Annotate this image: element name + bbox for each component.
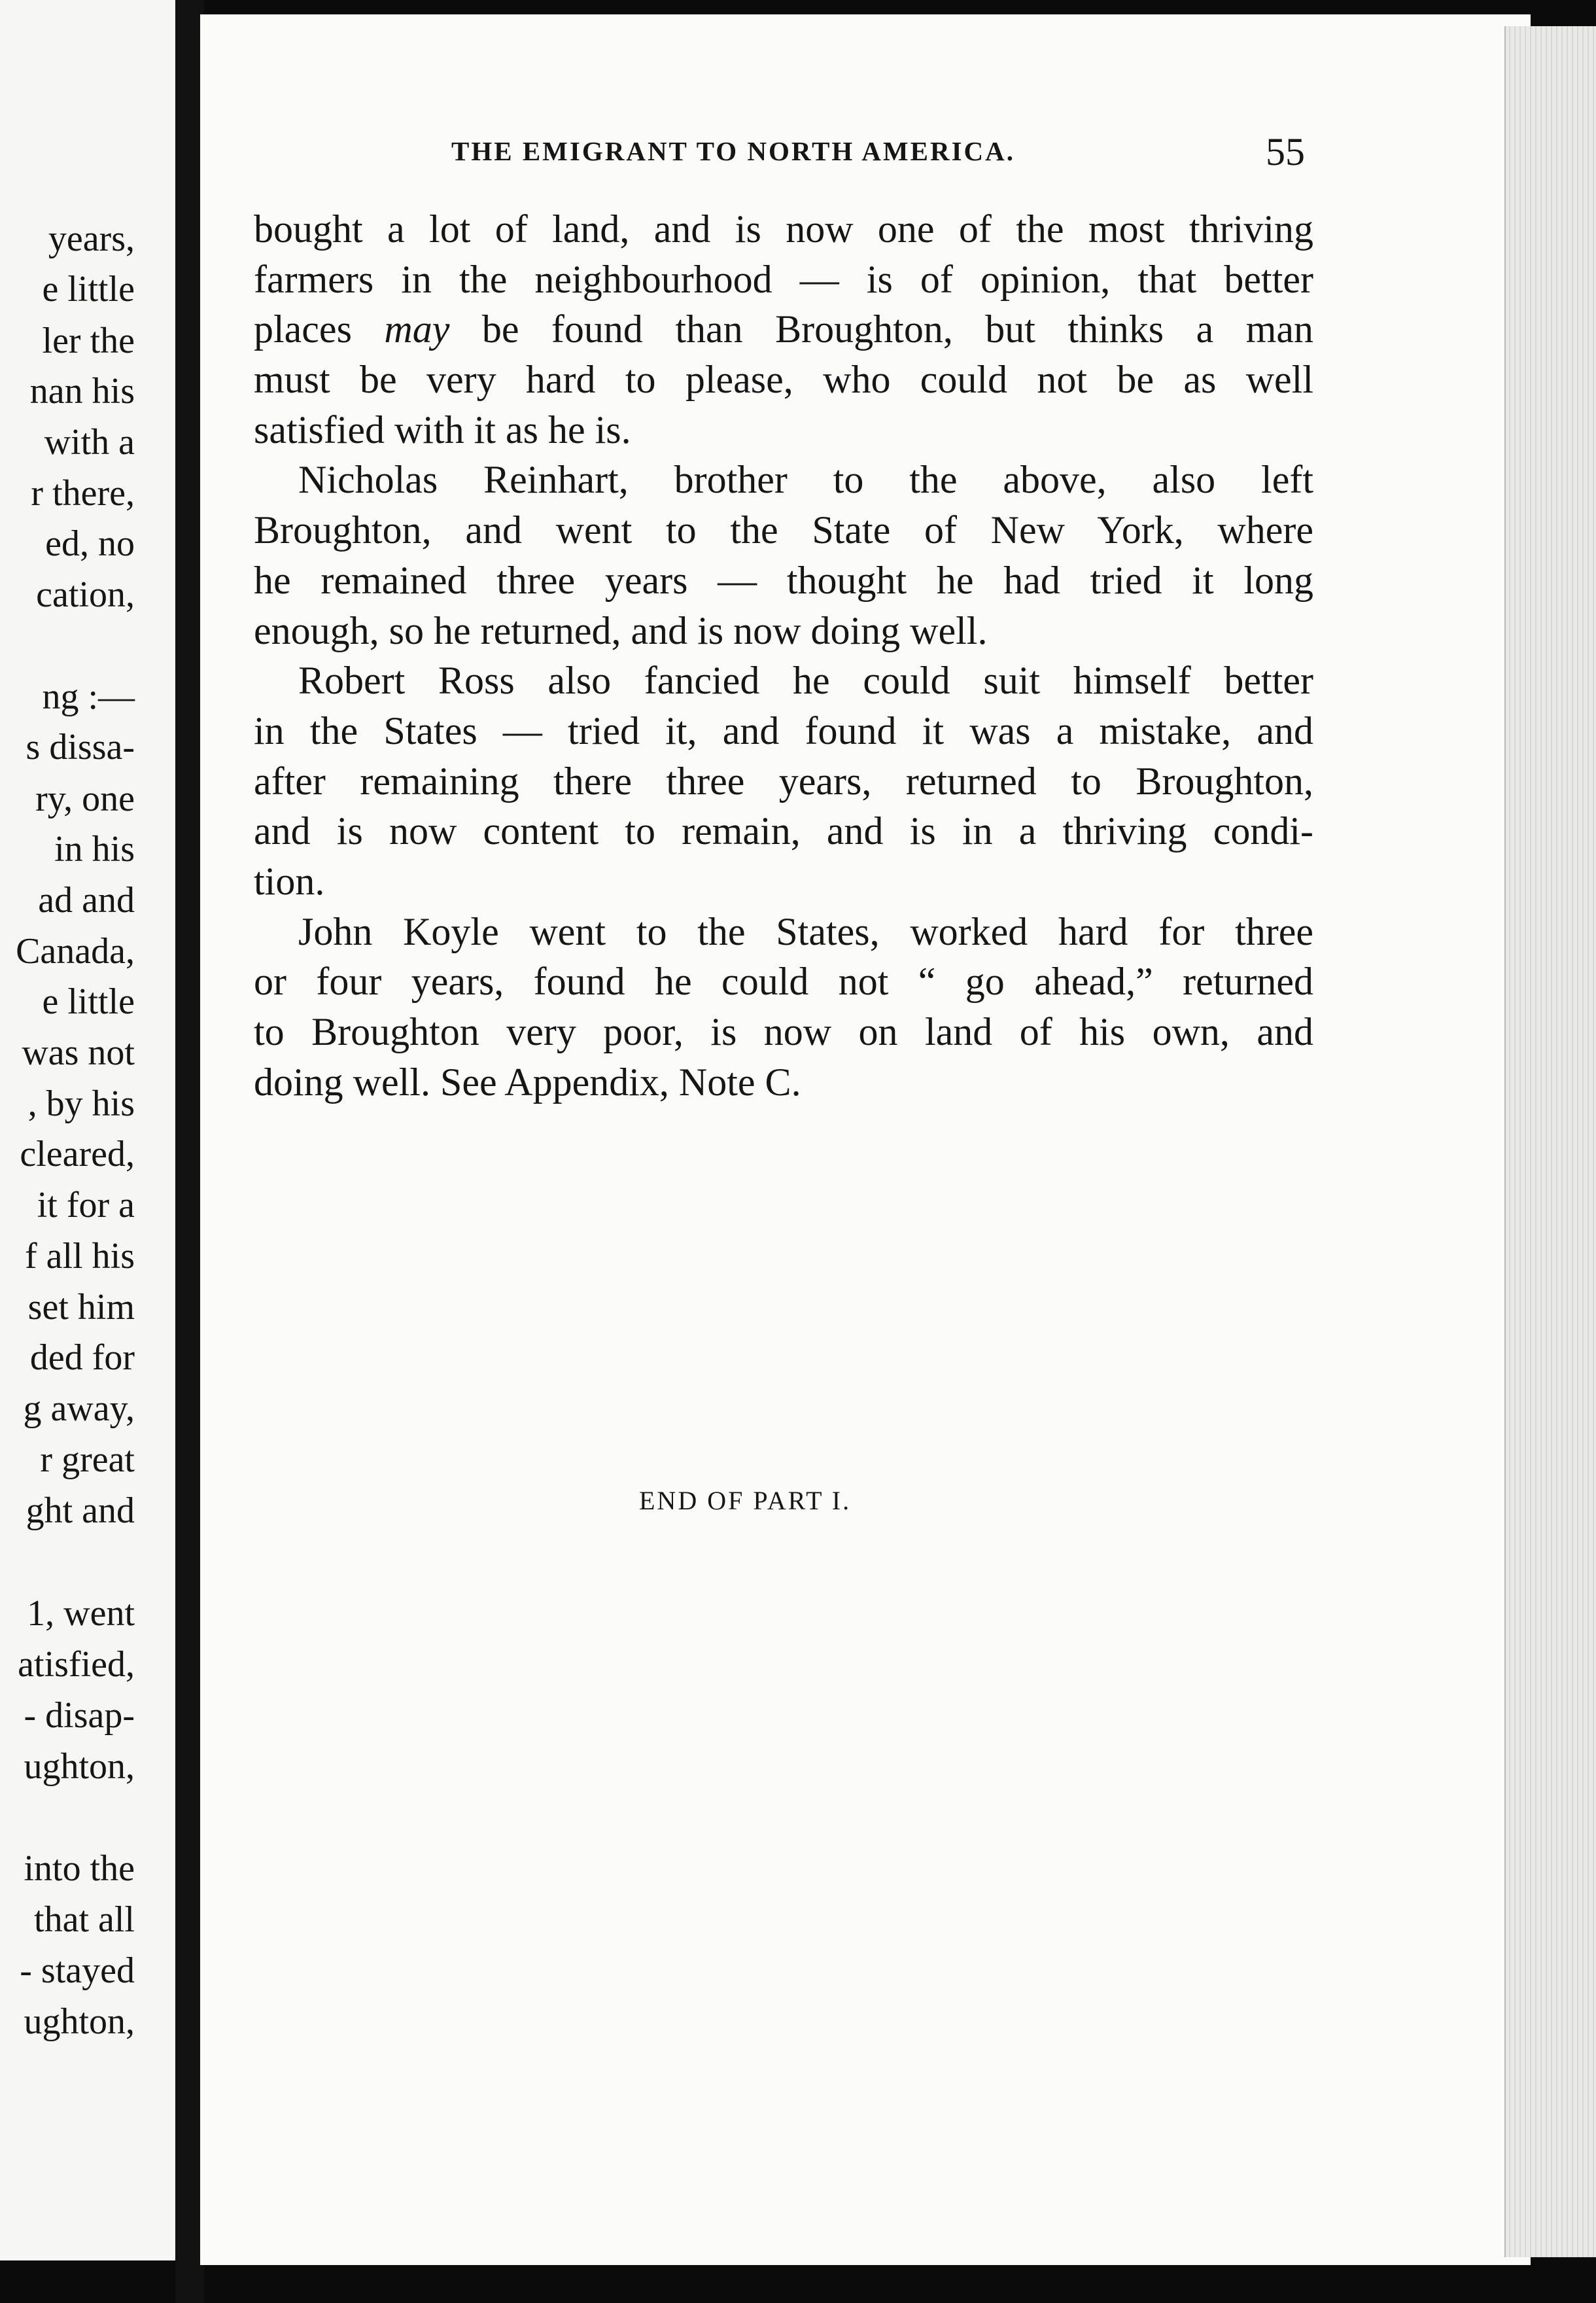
- paragraph-1: [254, 204, 1313, 455]
- facing-page-text-fragment: years,: [48, 219, 135, 259]
- text-run: places: [254, 308, 385, 351]
- facing-page-text-fragment: with a: [44, 422, 135, 463]
- end-of-part-marker: END OF PART I.: [639, 1486, 852, 1515]
- paragraph-3: [254, 656, 1313, 906]
- page-number: 55: [1266, 130, 1305, 173]
- facing-page-text-fragment: Canada,: [16, 931, 135, 972]
- text-line: John Koyle went to the States, worked hard for three: [298, 909, 1313, 953]
- text-line: farmers in the neighbourhood — is of opinion, that better: [254, 257, 1313, 301]
- facing-page-text-fragment: was not: [22, 1032, 135, 1073]
- facing-page-text-fragment: nan his: [29, 371, 135, 412]
- text-line: after remaining there three years, returned to Broughton,: [254, 759, 1313, 803]
- text-line: satisfied with it as he is.: [254, 408, 631, 451]
- facing-page-text-fragment: ughton,: [24, 1746, 135, 1787]
- body-text: [254, 204, 1313, 1107]
- text-line: enough, so he returned, and is now doing well.: [254, 608, 988, 652]
- emphasis: may: [384, 308, 450, 351]
- text-line: Nicholas Reinhart, brother to the above, also left: [298, 458, 1313, 502]
- facing-page-text-fragment: e little: [42, 981, 135, 1022]
- facing-page-text-fragment: r great: [40, 1439, 135, 1480]
- facing-page-text-fragment: f all his: [25, 1236, 135, 1276]
- paragraph-4: [254, 907, 1313, 1108]
- page-edges: [1504, 26, 1596, 2257]
- facing-page-text-fragment: ed, no: [45, 523, 135, 564]
- text-line: or four years, found he could not “ go ahead,” returned: [254, 960, 1313, 1004]
- facing-page-text-fragment: - stayed: [20, 1950, 135, 1991]
- text-line: Robert Ross also fancied he could suit himself better: [298, 659, 1313, 703]
- facing-page-text-fragment: s dissa-: [26, 727, 135, 767]
- facing-page-text-fragment: set him: [27, 1287, 135, 1327]
- facing-page-text-fragment: atisfied,: [18, 1644, 135, 1685]
- text-line: in the States — tried it, and found it was a mistake, and: [254, 709, 1313, 752]
- facing-page-text-fragment: r there,: [31, 473, 135, 514]
- facing-page-text-fragment: ler the: [42, 321, 135, 361]
- running-head: THE EMIGRANT TO NORTH AMERICA.: [451, 136, 1015, 166]
- facing-page-text-fragment: ght and: [26, 1490, 135, 1531]
- facing-page-text-fragment: ng :—: [42, 677, 135, 717]
- text-line: and is now content to remain, and is in a thriving condi-: [254, 809, 1313, 853]
- facing-page-text-fragment: ry, one: [35, 779, 135, 819]
- facing-page-text-fragment: cation,: [36, 574, 135, 615]
- text-line: tion.: [254, 859, 325, 903]
- facing-page-text-fragment: e little: [42, 269, 135, 309]
- facing-page-text-fragment: - disap-: [24, 1695, 135, 1736]
- facing-page-text-fragment: ughton,: [24, 2001, 135, 2042]
- facing-page-text-fragment: in his: [54, 829, 135, 870]
- paragraph-2: [254, 455, 1313, 656]
- text-run: be found than Broughton, but thinks a man: [449, 308, 1313, 351]
- facing-page-text-fragment: , by his: [27, 1083, 135, 1124]
- text-line: Broughton, and went to the State of New York, where: [254, 508, 1313, 552]
- facing-page-text-fragment: ded for: [29, 1337, 135, 1378]
- facing-page-text-fragment: g away,: [23, 1388, 135, 1429]
- facing-page-text-fragment: ad and: [38, 880, 135, 921]
- text-line: doing well. See Appendix, Note C.: [254, 1060, 801, 1104]
- facing-page-text-fragment: cleared,: [20, 1134, 135, 1174]
- facing-page-text-fragment: into the: [24, 1848, 135, 1889]
- facing-page-text-fragment: 1, went: [27, 1593, 135, 1634]
- facing-page-text-fragment: it for a: [37, 1185, 135, 1225]
- facing-page-text-fragment: that all: [34, 1899, 135, 1940]
- text-line: must be very hard to please, who could not be as well: [254, 358, 1313, 402]
- text-line: to Broughton very poor, is now on land of his own, and: [254, 1010, 1313, 1053]
- text-line: he remained three years — thought he had tried it long: [254, 558, 1313, 602]
- text-line: bought a lot of land, and is now one of the most thriving: [254, 207, 1313, 251]
- text-line: [254, 304, 1313, 355]
- facing-page-left: [0, 0, 179, 2260]
